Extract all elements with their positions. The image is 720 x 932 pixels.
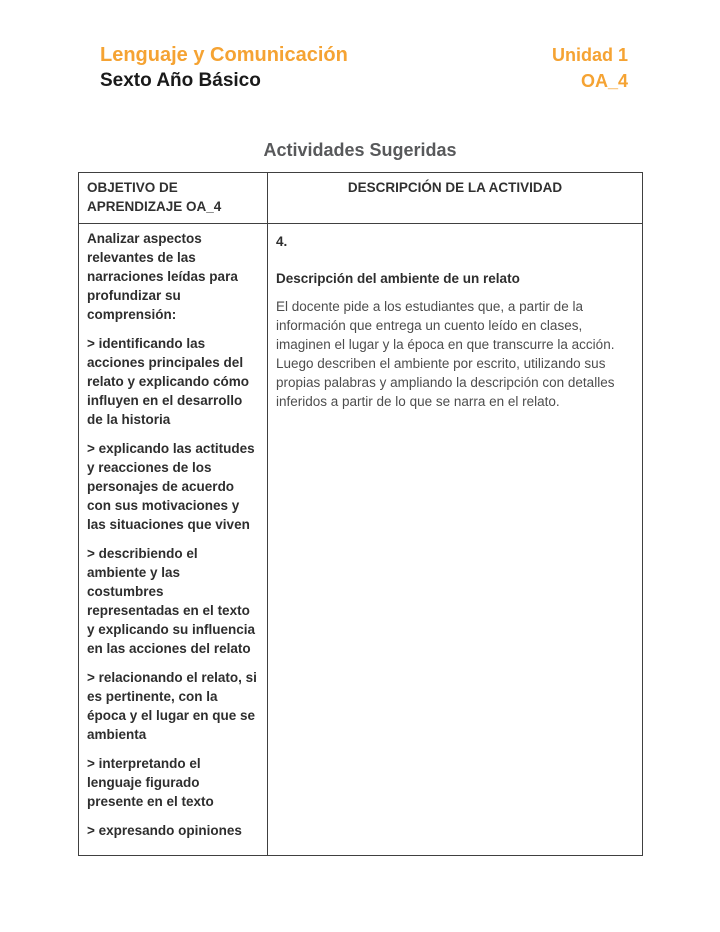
table-body-row [79, 224, 643, 856]
objective-intro: Analizar aspectos relevantes de las narraciones leídas para profundizar su comprensión: [87, 231, 238, 322]
header-right [552, 42, 628, 94]
objective-bullet: > expresando opiniones [87, 823, 242, 838]
objective-bullet: > explicando las actitudes y reacciones de los personajes de acuerdo con sus motivaciones y las situaciones que viven [87, 441, 255, 532]
objective-bullet: > identificando las acciones principales del relato y explicando cómo influyen en el desarrollo de la historia [87, 336, 250, 427]
activity-number: 4. [276, 234, 288, 249]
objective-bullet: > relacionando el relato, si es pertinente, con la época y el lugar en que se ambienta [87, 670, 257, 742]
page-header [100, 42, 628, 94]
header-left [100, 42, 348, 94]
objective-bullet: > describiendo el ambiente y las costumbres representadas en el texto y explicando su influencia en las acciones del relato [87, 546, 256, 656]
page-title: Actividades Sugeridas [263, 140, 457, 160]
oa-label: OA_4 [580, 71, 628, 91]
objective-cell [79, 224, 268, 856]
table-header-row [79, 173, 643, 224]
description-column-header: DESCRIPCIÓN DE LA ACTIVIDAD [268, 173, 643, 224]
objective-bullet: > interpretando el lenguaje figurado presente en el texto [87, 756, 214, 809]
activities-table [78, 172, 643, 856]
activity-description: El docente pide a los estudiantes que, a partir de la información que entrega un cuento leído en clases, imaginen el lugar y la época en que transcurre la acción. Luego describen el ambiente por escrito, utilizando sus propias palabras y ampliando la descripción con detalles inferidos a partir de lo que se narra en el relato. [276, 299, 615, 409]
activity-cell [268, 224, 643, 856]
activity-title: Descripción del ambiente de un relato [276, 271, 520, 286]
subject-title: Lenguaje y Comunicación [100, 44, 348, 66]
grade-level: Sexto Año Básico [100, 70, 261, 91]
unit-label: Unidad 1 [551, 45, 628, 65]
objective-column-header: OBJETIVO DE APRENDIZAJE OA_4 [79, 173, 268, 224]
